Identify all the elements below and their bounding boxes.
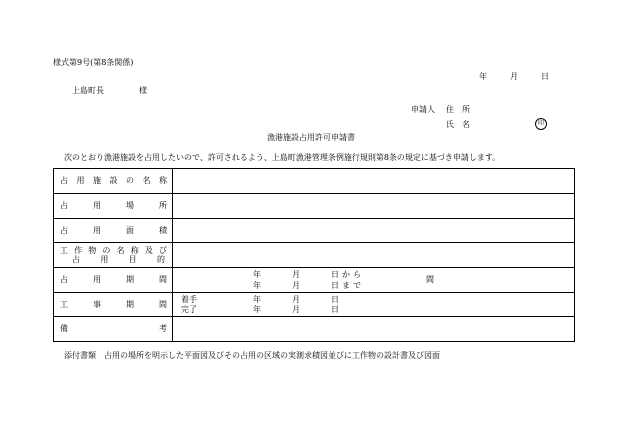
structure-value	[173, 243, 575, 268]
construction-end-day: 日	[331, 305, 339, 314]
attachments-note: 添付書類 占用の場所を明示した平面図及びその占用の区域の実測求積図並びに工作物の設計書及び図面	[64, 351, 440, 360]
period-value	[173, 268, 575, 293]
table-row	[54, 317, 575, 342]
application-table	[53, 168, 575, 342]
period-label: 占 用 期 間	[60, 275, 167, 284]
remarks-value	[173, 317, 575, 342]
seal-mark: 印	[535, 118, 547, 130]
structure-label-line1: 工 作 物 の 名 称 及 び	[60, 245, 167, 255]
facility-name-value	[173, 169, 575, 194]
form-number: 様式第9号(第8条関係)	[53, 58, 134, 67]
construction-start-label: 着手	[181, 295, 197, 304]
construction-start-day: 日	[331, 295, 339, 304]
table-row	[54, 293, 575, 317]
period-from-day: 日から	[331, 270, 364, 279]
facility-name-label: 占 用 施 設 の 名 称	[60, 176, 167, 185]
addressee-honorific: 様	[139, 86, 147, 95]
construction-label: 工 事 期 間	[60, 299, 167, 309]
table-row	[54, 268, 575, 293]
addressee-name: 上島町長	[72, 86, 104, 95]
construction-end-month: 月	[292, 305, 300, 314]
table-row	[54, 169, 575, 194]
period-to-day: 日まで	[331, 281, 364, 290]
table-row	[54, 219, 575, 243]
remarks-label-cell	[54, 317, 173, 342]
applicant-address-label: 住 所	[446, 105, 470, 114]
applicant-label: 申請人	[411, 105, 435, 114]
table-row	[54, 194, 575, 219]
location-label-cell	[54, 194, 173, 219]
construction-label-cell	[54, 293, 173, 317]
construction-end-label: 完了	[181, 305, 197, 314]
location-label: 占 用 場 所	[60, 201, 167, 210]
location-value	[173, 194, 575, 219]
period-from-year: 年	[253, 270, 261, 279]
facility-name-label-cell	[54, 169, 173, 194]
construction-start-year: 年	[253, 295, 261, 304]
construction-value	[173, 293, 575, 317]
period-label-cell	[54, 268, 173, 293]
date-month: 月	[510, 72, 518, 81]
area-label-cell	[54, 219, 173, 243]
construction-start-month: 月	[292, 295, 300, 304]
date-year: 年	[479, 72, 487, 81]
structure-label-line2: 占 用 目 的	[72, 254, 165, 264]
intro-text: 次のとおり漁港施設を占用したいので、許可されるよう、上島町漁港管理条例施行規則第8条の規定に基づき申請します。	[64, 153, 501, 162]
date-day: 日	[541, 72, 549, 81]
structure-label-cell	[54, 243, 173, 268]
document-title: 漁港施設占用許可申請書	[267, 133, 355, 142]
period-to-year: 年	[253, 281, 261, 290]
period-to-month: 月	[292, 281, 300, 290]
construction-end-year: 年	[253, 305, 261, 314]
table-row	[54, 243, 575, 268]
applicant-name-label: 氏 名	[446, 120, 470, 129]
area-value	[173, 219, 575, 243]
area-label: 占 用 面 積	[60, 225, 167, 235]
period-from-month: 月	[292, 270, 300, 279]
remarks-label: 備 考	[60, 324, 167, 333]
period-duration: 間	[426, 275, 434, 284]
